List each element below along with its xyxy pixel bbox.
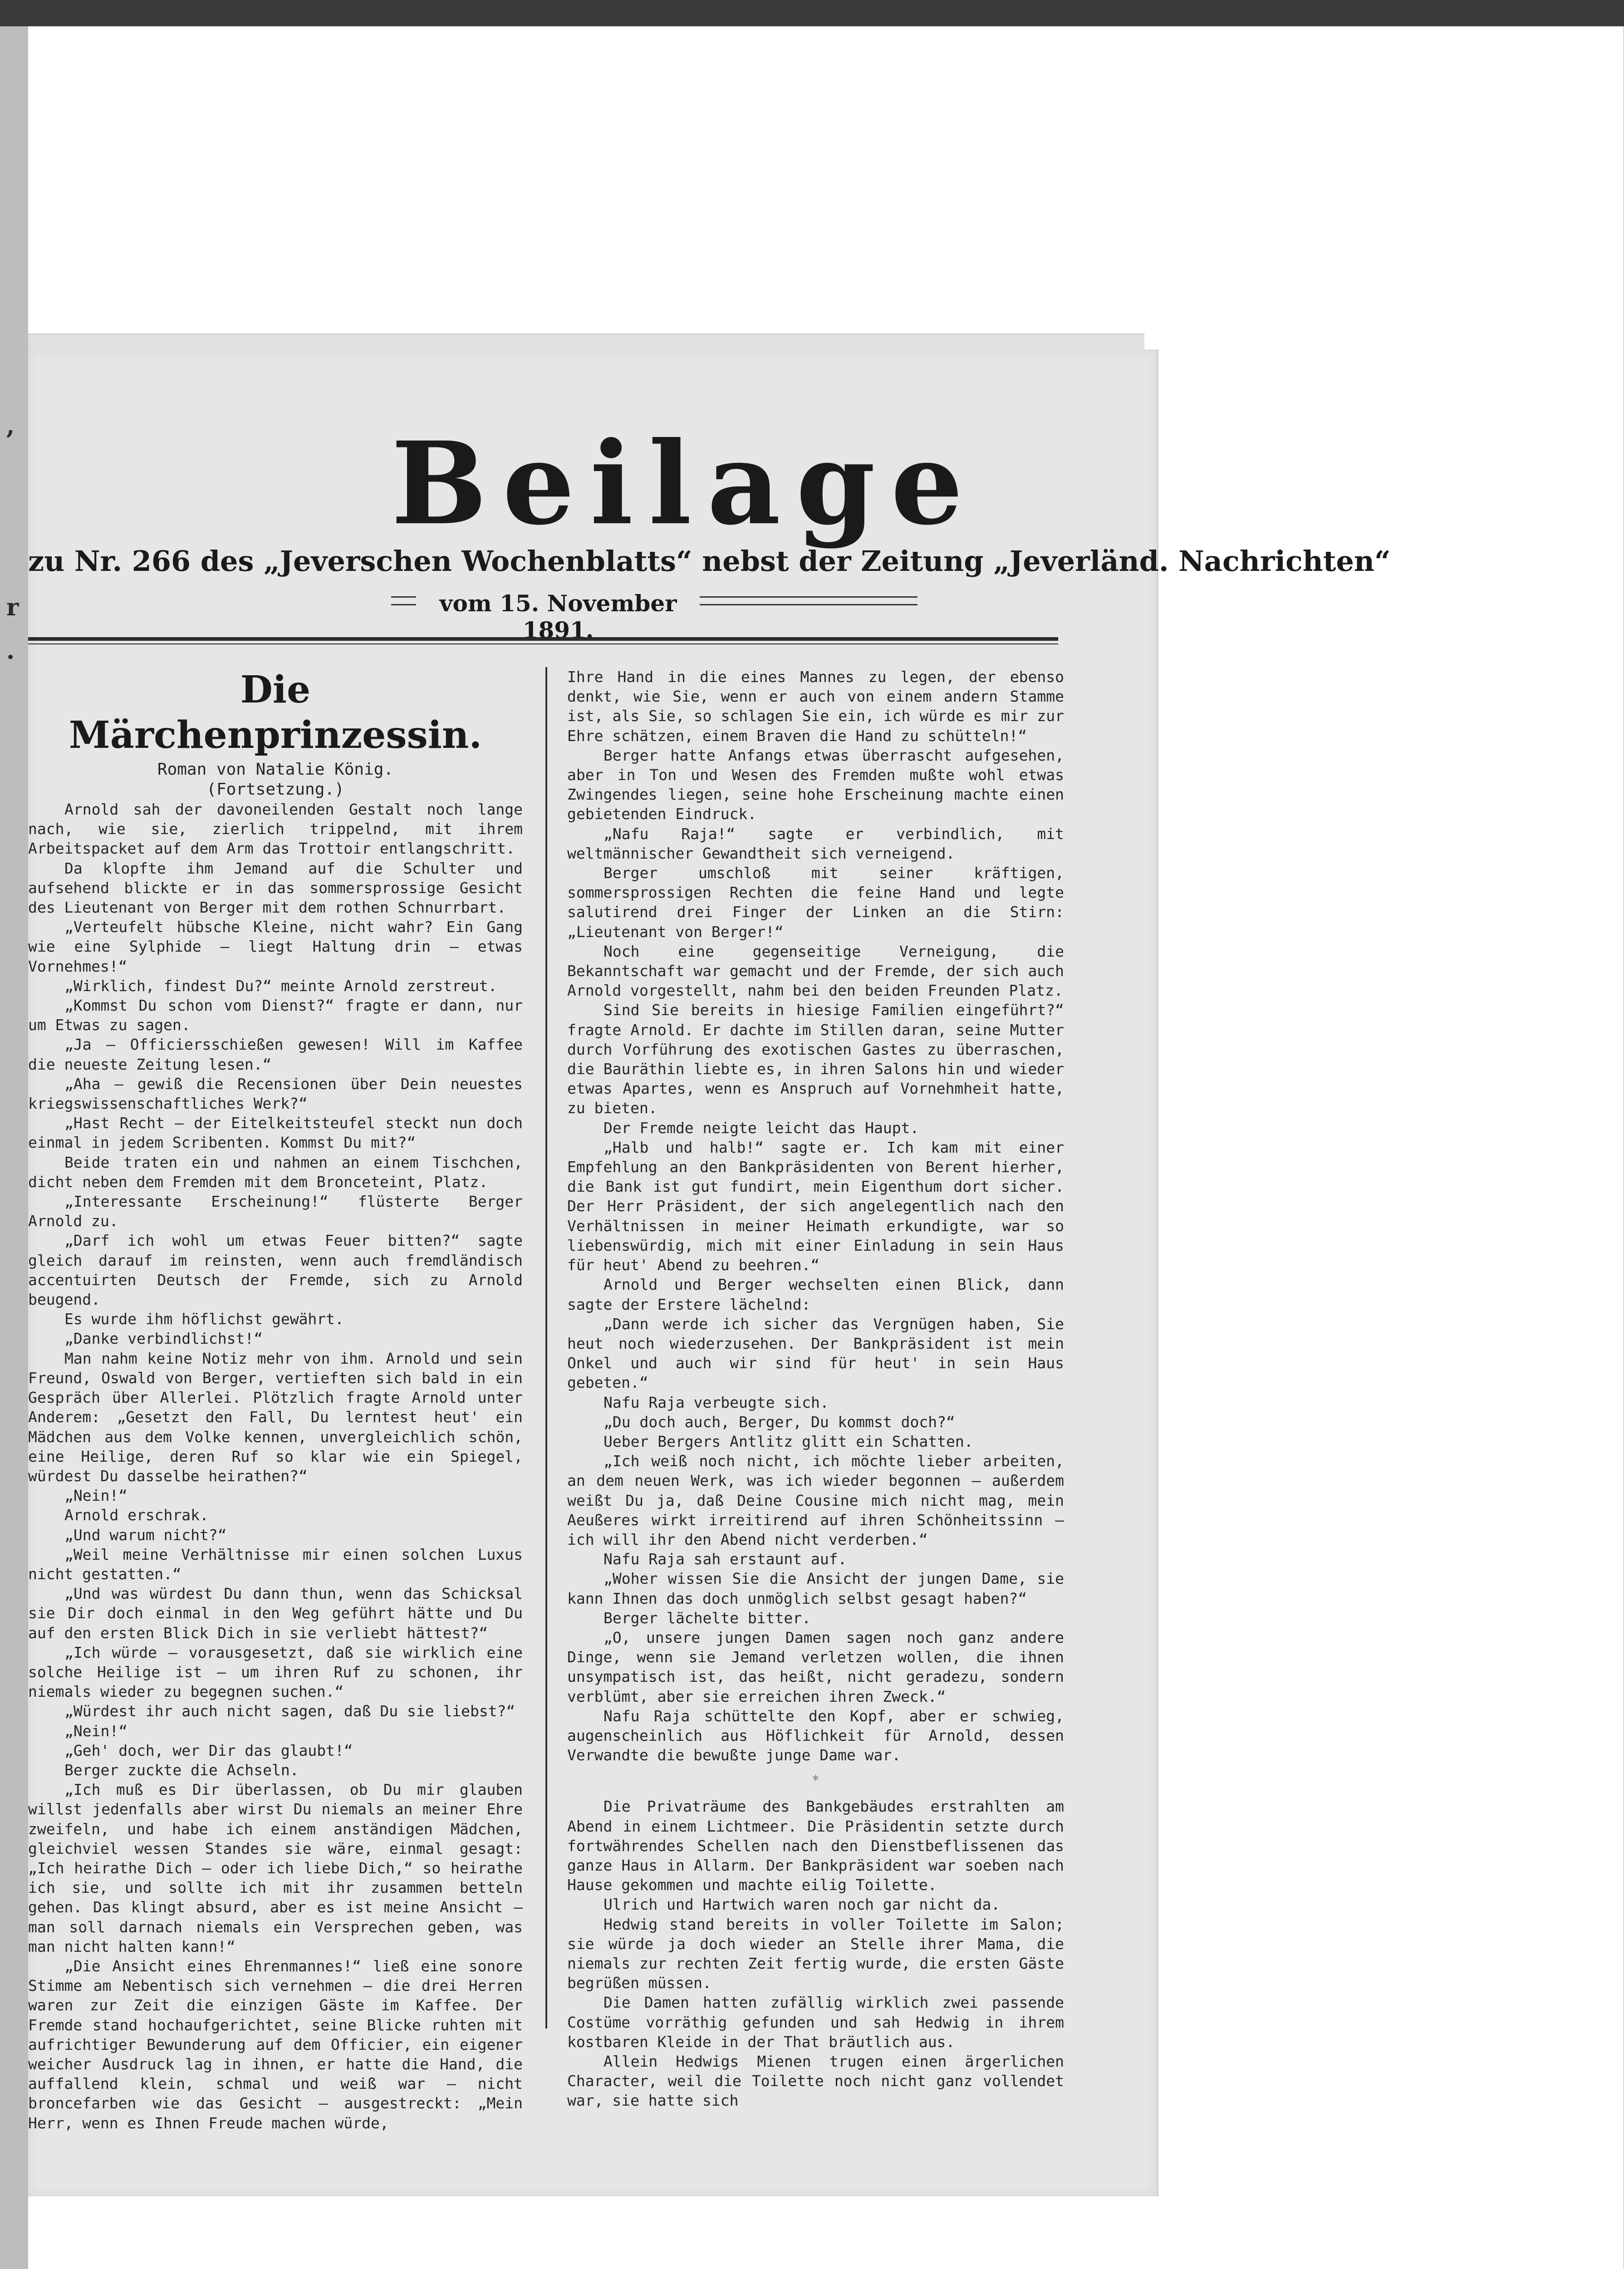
paragraph: Berger umschloß mit seiner kräftigen, sommersprossigen Rechten die feine Hand und legte salutirend drei Finger der Linken an die Stirn: „Lieutenant von Berger!“ [567,864,1064,941]
top-bar [0,0,1624,26]
paragraph: „Wirklich, findest Du?“ meinte Arnold zerstreut. [64,977,497,995]
article-byline: Roman von Natalie König. [157,760,394,779]
paragraph: „Nein!“ [64,1487,128,1505]
paragraph: Arnold und Berger wechselten einen Blick, dann sagte der Erstere lächelnd: [567,1276,1064,1313]
masthead-subtitle: zu Nr. 266 des „Jeverschen Wochenblatts“ nebst der Zeitung „Jeverländ. Nachrichten“ [28,545,1391,578]
paragraph: „Nein!“ [64,1722,128,1740]
header-rule [28,637,1058,641]
paragraph: Da klopfte ihm Jemand auf die Schulter und aufsehend blickte er in das sommersprossige Gesicht des Lieutenant von Berger mit dem rothen Schnurrbart. [28,859,523,917]
paragraph: „Dann werde ich sicher das Vergnügen haben, Sie heut noch wiederzusehen. Der Bankpräsident ist mein Onkel und auch wir sind für heut' in sein Haus gebeten.“ [567,1315,1064,1392]
paragraph: „Ja — Officiersschießen gewesen! Will im Kaffee die neueste Zeitung lesen.“ [28,1036,523,1073]
paragraph: „Interessante Erscheinung!“ flüsterte Berger Arnold zu. [28,1193,523,1230]
left-column [28,667,523,2133]
issue-date: vom 15. November 1891. [439,590,677,643]
paragraph: Arnold erschrak. [64,1506,209,1524]
paragraph: Arnold sah der davoneilenden Gestalt noch lange nach, wie sie, zierlich trippelnd, mit ihrem Arbeitspacket auf dem Arm das Trottoir entlangschritt. [28,801,523,858]
masthead-title: Beilage [391,417,979,550]
paragraph: Berger zuckte die Achseln. [64,1761,299,1779]
paragraph: Berger hatte Anfangs etwas überrascht aufgesehen, aber in Ton und Wesen des Fremden mußte wohl etwas Zwingendes liegen, seine hohe Erscheinung machte einen gebietenden Eindruck. [567,746,1064,823]
paragraph: „Woher wissen Sie die Ansicht der jungen Dame, sie kann Ihnen das doch unmöglich selbst gesagt haben?“ [567,1570,1064,1607]
article-title: Die Märchenprinzessin. [69,668,482,757]
paragraph: Man nahm keine Notiz mehr von ihm. Arnold und sein Freund, Oswald von Berger, vertieften sich bald in ein Gespräch über Allerlei. Plötzlich fragte Arnold unter Anderem: „Gesetzt den Fall, Du lerntest heut' ein Mädchen aus dem Volke kennen, unvergleichlich schön, eine Heilige, deren Ruf so klar wie ein Spiegel, würdest Du dasselbe heirathen?“ [28,1349,523,1485]
paragraph: „Ich muß es Dir überlassen, ob Du mir glauben willst jedenfalls aber wirst Du niemals an meiner Ehre zweifeln, und habe ich einem anständigen Mädchen, gleichviel wessen Standes sie wäre, einmal gesagt: „Ich heirathe Dich — oder ich liebe Dich,“ so heirathe ich sie, und sollte ich mit ihr zusammen betteln gehen. Das klingt absurd, aber es ist meine Ansicht — man soll darnach niemals ein Versprechen geben, was man nicht halten kann!“ [28,1781,523,1955]
newspaper-sheet [28,349,1391,2196]
paragraph: „Ich weiß noch nicht, ich möchte lieber arbeiten, an dem neuen Werk, was ich wieder begonnen — außerdem weißt Du ja, daß Deine Cousine mich nicht mag, mein Aeußeres wirkt irreitirend auf ihren Schönheitssinn — ich will ihr den Abend nicht verderben.“ [567,1452,1064,1548]
paragraph: „O, unsere jungen Damen sagen noch ganz andere Dinge, wenn sie Jemand verletzen wollen, die ihnen unsympatisch ist, das heißt, nicht geradezu, sondern verblümt, aber sie erreichen ihren Zweck.“ [567,1628,1064,1705]
paragraph: Es wurde ihm höflichst gewährt. [64,1310,344,1328]
paragraph: „Die Ansicht eines Ehrenmannes!“ ließ eine sonore Stimme am Nebentisch sich vernehmen — die drei Herren waren zur Zeit die einzigen Gäste im Kaffee. Der Fremde stand hochaufgerichtet, seine Blicke ruhten mit aufrichtiger Bewunderung auf dem Officier, ein eigener weicher Ausdruck lag in ihnen, er hatte die Hand, die auffallend klein, schmal und weiß war — nicht broncefarben wie das Gesicht — ausgestreckt: „Mein Herr, wenn es Ihnen Freude machen würde, [28,1957,523,2132]
paragraph: „Darf ich wohl um etwas Feuer bitten?“ sagte gleich darauf im reinsten, wenn auch fremdländisch accentuirten Deutsch der Fremde, sich zu Arnold beugend. [28,1232,523,1309]
scan-left-edge [0,26,28,2269]
paragraph: Der Fremde neigte leicht das Haupt. [603,1119,919,1137]
date-rule-left [391,596,416,605]
masthead-dateline [28,590,1072,643]
paragraph: Hedwig stand bereits in voller Toilette im Salon; sie würde ja doch wieder an Stelle ihrer Mama, die niemals zur rechten Zeit fertig wurde, die ersten Gäste begrüßen müssen. [567,1915,1064,1992]
paragraph: „Aha — gewiß die Recensionen über Dein neuestes kriegswissenschaftliches Werk?“ [28,1075,523,1113]
paragraph: Sind Sie bereits in hiesige Familien eingeführt?“ fragte Arnold. Er dachte im Stillen daran, seine Mutter durch Vorführung des exotischen Gastes zu überraschen, die Bauräthin liebte es, in ihren Salons hin und wieder etwas Apartes, wenn es Anspruch auf Vornehmheit hatte, zu bieten. [567,1001,1064,1117]
paragraph: Die Privaträume des Bankgebäudes erstrahlten am Abend in einem Lichtmeer. Die Präsidentin setzte durch fortwährendes Schellen nach den Dienstbeflissenen das ganze Haus in Allarm. Der Bankpräsident war soeben nach Hause gekommen und machte eilig Toilette. [567,1798,1064,1894]
paragraph: Berger lächelte bitter. [603,1609,811,1627]
continuation-note: (Fortsetzung.) [206,780,344,799]
paragraph: „Nafu Raja!“ sagte er verbindlich, mit weltmännischer Gewandtheit sich verneigend. [567,825,1064,862]
paragraph: Nafu Raja schüttelte den Kopf, aber er schwieg, augenscheinlich aus Höflichkeit für Arnold, dessen Verwandte die bewußte junge Dame war. [567,1707,1064,1764]
paragraph: Noch eine gegenseitige Verneigung, die Bekanntschaft war gemacht und der Fremde, der sich auch Arnold vorgestellt, nahm bei den beiden Freunden Platz. [567,942,1064,1000]
paragraph: „Und warum nicht?“ [64,1526,227,1544]
paragraph: „Ich würde — vorausgesetzt, daß sie wirklich eine solche Heilige ist — um ihren Ruf zu schonen, ihr niemals wieder zu begegnen suchen.“ [28,1643,523,1701]
paragraph: „Danke verbindlichst!“ [64,1330,263,1348]
paragraph: „Du doch auch, Berger, Du kommst doch?“ [603,1413,955,1431]
paragraph: „Hast Recht — der Eitelkeitsteufel steckt nun doch einmal in jedem Scribenten. Kommst Du mit?“ [28,1114,523,1152]
paragraph: „Und was würdest Du dann thun, wenn das Schicksal sie Dir doch einmal in den Weg geführt hätte und Du auf den ersten Blick Dich in sie verliebt hättest?“ [28,1585,523,1642]
paragraph: „Verteufelt hübsche Kleine, nicht wahr? Ein Gang wie eine Sylphide — liegt Haltung drin — etwas Vornehmes!“ [28,918,523,975]
paragraph: „Kommst Du schon vom Dienst?“ fragte er dann, nur um Etwas zu sagen. [28,997,523,1034]
date-rule-right [700,596,917,605]
paragraph: „Halb und halb!“ sagte er. Ich kam mit einer Empfehlung an den Bankpräsidenten von Berent hierher, die Bank ist gut fundirt, mein Eigenthum dort sicher. Der Herr Präsident, der sich angelegentlich nach den Verhältnissen in meiner Heimath erkundigte, war so liebenswürdig, mich mit einer Einladung in sein Haus für heut' Abend zu beehren.“ [567,1138,1064,1274]
right-column [567,667,1064,2111]
edge-mark: , [6,412,15,440]
paragraph: „Geh' doch, wer Dir das glaubt!“ [64,1741,353,1759]
edge-mark: r [6,594,19,621]
column-separator [545,667,547,2028]
edge-mark: · [6,643,15,671]
paragraph: Nafu Raja sah erstaunt auf. [603,1550,847,1568]
paragraph: Nafu Raja verbeugte sich. [603,1393,829,1411]
paragraph: Beide traten ein und nahmen an einem Tischchen, dicht neben dem Fremden mit dem Bronceteint, Platz. [28,1153,523,1191]
paragraph: Allein Hedwigs Mienen trugen einen ärgerlichen Character, weil die Toilette noch nicht ganz vollendet war, sie hatte sich [567,2053,1064,2110]
paragraph: Ulrich und Hartwich waren noch gar nicht da. [603,1896,1001,1914]
paragraph: „Würdest ihr auch nicht sagen, daß Du sie liebst?“ [64,1702,515,1720]
section-break: * [811,1773,820,1789]
paragraph: Die Damen hatten zufällig wirklich zwei passende Costüme vorräthig gefunden und sah Hedwig in ihrem kostbaren Kleide in der That bräutlich aus. [567,1994,1064,2051]
paragraph: Ueber Bergers Antlitz glitt ein Schatten. [603,1432,973,1450]
header-rule-thin [28,643,1058,644]
paragraph: „Weil meine Verhältnisse mir einen solchen Luxus nicht gestatten.“ [28,1545,523,1583]
paragraph: Ihre Hand in die eines Mannes zu legen, der ebenso denkt, wie Sie, wenn er auch von einem andern Stamme ist, als Sie, so schlagen Sie ein, ich würde es mir zur Ehre schätzen, einem Braven die Hand zu schütteln!“ [567,668,1064,745]
